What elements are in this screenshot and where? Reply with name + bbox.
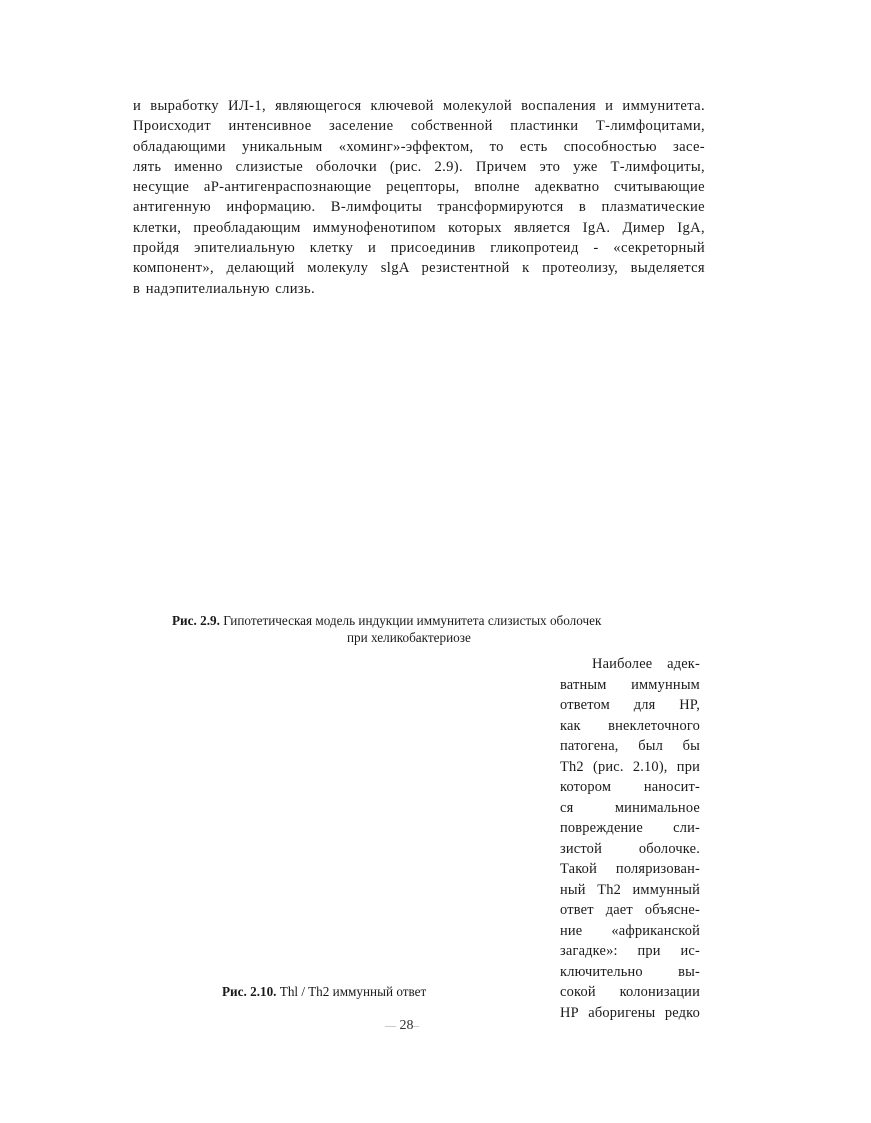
text-line: ние «африканской	[560, 922, 700, 939]
page-number	[385, 1017, 465, 1035]
text-line: как внеклеточного	[560, 717, 700, 734]
text-line: ответ дает объясне-	[560, 902, 700, 918]
text-line: ответом для НР,	[560, 697, 700, 713]
text-line: в надэпителиальную слизь.	[133, 280, 316, 297]
text-line: повреждение сли-	[560, 820, 700, 836]
caption-text: Thl / Th2 иммунный ответ	[279, 984, 427, 999]
text-line: патогена, был бы	[560, 738, 700, 754]
figure-label: Рис. 2.10.	[222, 984, 277, 999]
text-line: компонент», делающий молекулу slgA резистентной к протеолизу, выделяется	[133, 260, 705, 277]
footer-dash: –	[413, 1020, 419, 1032]
text-line: НР аборигены редко	[560, 1004, 700, 1021]
text-line: Такой поляризован-	[560, 861, 700, 877]
footer-dash: —	[385, 1020, 396, 1032]
figure-2-9-placeholder	[133, 300, 705, 600]
text-line: Th2 (рис. 2.10), при	[560, 758, 700, 775]
text-line: несущие аР-антигенраспознающие рецепторы, вполне адекватно считывающие	[133, 179, 705, 196]
page-number-value: 28	[399, 1018, 414, 1033]
figure-label: Рис. 2.9.	[172, 613, 220, 628]
side-column-text	[560, 654, 700, 1023]
text-line: ный Th2 иммунный	[560, 881, 700, 898]
text-line: клетки, преобладающим иммунофенотипом которых является IgA. Димер IgA,	[133, 219, 705, 236]
text-line: зистой оболочке.	[560, 840, 700, 857]
text-line: ключительно вы-	[560, 963, 700, 980]
body-paragraph	[133, 96, 705, 299]
text-line: ватным иммунным	[560, 676, 700, 693]
figure-2-9-caption	[172, 612, 672, 646]
text-line: Наиболее адек-	[592, 656, 700, 672]
caption-text: Гипотетическая модель индукции иммунитета слизистых оболочек	[223, 613, 602, 628]
text-line: лять именно слизистые оболочки (рис. 2.9). Причем это уже Т-лимфоциты,	[133, 158, 705, 175]
text-line: и выработку ИЛ-1, являющегося ключевой молекулой воспаления и иммунитета.	[133, 98, 705, 114]
text-line: Происходит интенсивное заселение собственной пластинки Т-лимфоцитами,	[133, 118, 705, 135]
caption-text: при хеликобактериозе	[347, 630, 471, 645]
text-line: ся минимальное	[560, 799, 700, 816]
figure-2-10-placeholder	[133, 660, 543, 980]
figure-2-10-caption	[222, 983, 426, 1000]
text-line: антигенную информацию. В-лимфоциты трансформируются в плазматические	[133, 199, 705, 216]
text-line: котором наносит-	[560, 779, 700, 795]
text-line: обладающими уникальным «хоминг»-эффектом, то есть способностью засе-	[133, 138, 705, 155]
text-line: загадке»: при ис-	[560, 943, 700, 959]
text-line: сокой колонизации	[560, 984, 700, 1000]
text-line: пройдя эпителиальную клетку и присоединив гликопротеид - «секреторный	[133, 240, 705, 257]
